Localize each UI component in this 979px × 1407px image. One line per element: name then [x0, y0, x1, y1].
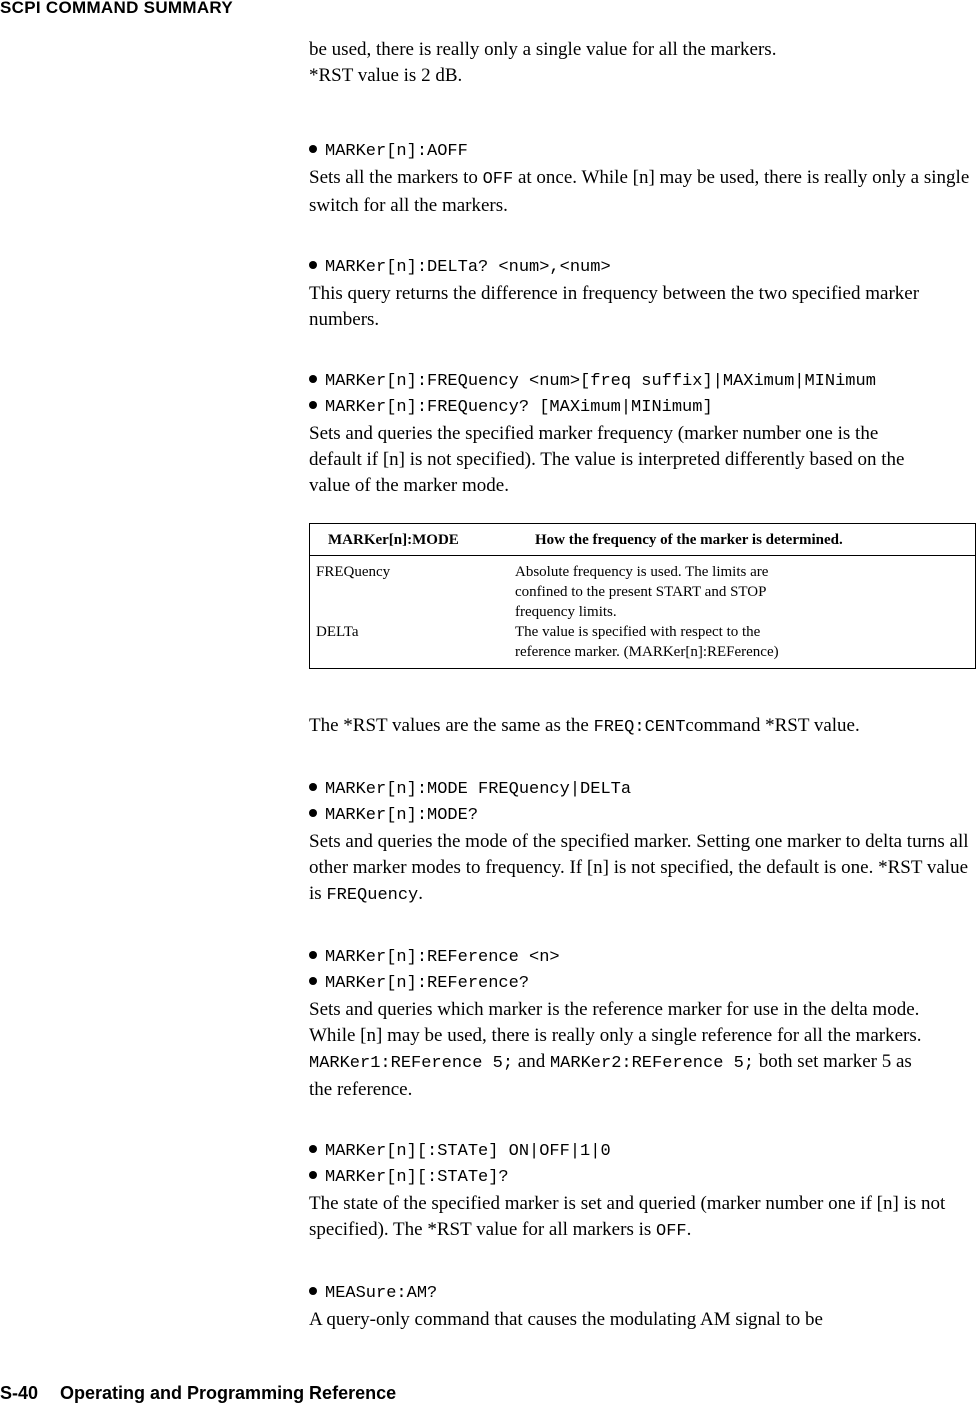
- reference-command-set: [309, 945, 974, 971]
- mode-command-set-text: MARKer[n]:MODE FREQuency|DELTa: [325, 780, 632, 799]
- delta-section: [309, 255, 974, 333]
- bullet-icon: [309, 375, 317, 383]
- measure-description: A query-only command that causes the modulating AM signal to be: [309, 1309, 823, 1330]
- state-command-query: [309, 1165, 974, 1191]
- table-cell-description: [515, 562, 975, 622]
- rst-note-pre: The *RST values are the same as the: [309, 715, 594, 736]
- state-description: [309, 1191, 974, 1245]
- state-desc-pre: The state of the specified marker is set and queried (marker number one if [n] is not specified). The *RST value for all markers is: [309, 1193, 946, 1240]
- state-desc-code: OFF: [656, 1222, 687, 1241]
- reference-desc-code-2: MARKer2:REFerence 5;: [549, 1054, 755, 1073]
- delta-command: [309, 255, 974, 281]
- bullet-icon: [309, 1287, 317, 1295]
- mode-section: [309, 777, 974, 909]
- bullet-icon: [309, 401, 317, 409]
- rst-note: [309, 713, 939, 741]
- table-cell-line: Absolute frequency is used. The limits are: [515, 564, 769, 580]
- table-body: [310, 556, 975, 668]
- reference-command-set-text: MARKer[n]:REFerence <n>: [325, 948, 560, 967]
- reference-command-query: [309, 971, 974, 997]
- mode-desc-pre: Sets and queries the mode of the specified marker. Setting one marker to delta turns all other marker modes to frequency. If [n] is not specified, the default is one. *RST value is: [309, 831, 969, 904]
- frequency-description: Sets and queries the specified marker frequency (marker number one is the default if [n] is not specified). The value is interpreted differently based on the value of the marker mode.: [309, 423, 905, 496]
- bullet-icon: [309, 261, 317, 269]
- table-header-description: How the frequency of the marker is determined.: [535, 532, 843, 548]
- aoff-desc-pre: Sets all the markers to: [309, 167, 483, 188]
- aoff-desc-code: OFF: [482, 170, 514, 189]
- reference-command-query-text: MARKer[n]:REFerence?: [325, 974, 530, 993]
- mode-command-set: [309, 777, 974, 803]
- table-cell-mode: FREQuency: [316, 564, 391, 580]
- mode-command-query-text: MARKer[n]:MODE?: [325, 806, 479, 825]
- measure-command-text: MEASure:AM?: [325, 1284, 438, 1303]
- page-header: SCPI COMMAND SUMMARY: [0, 0, 233, 17]
- mode-command-query: [309, 803, 974, 829]
- state-desc-post: .: [686, 1219, 692, 1240]
- bullet-icon: [309, 809, 317, 817]
- reference-section: [309, 945, 974, 1103]
- page-footer: [0, 1383, 396, 1404]
- frequency-command-set: [309, 369, 974, 395]
- delta-description: This query returns the difference in frequency between the two specified marker numbers.: [309, 283, 920, 330]
- table-row: [310, 562, 975, 622]
- table-header-mode: MARKer[n]:MODE: [328, 532, 459, 548]
- frequency-section: [309, 369, 974, 499]
- table-cell-mode: DELTa: [316, 624, 359, 640]
- frequency-command-query: [309, 395, 974, 421]
- table-cell-description: [515, 622, 975, 662]
- rst-note-section: [309, 713, 974, 741]
- frequency-command-query-text: MARKer[n]:FREQuency? [MAXimum|MINimum]: [325, 398, 713, 417]
- page-content: [309, 37, 974, 1333]
- state-command-set-text: MARKer[n][:STATe] ON|OFF|1|0: [325, 1142, 611, 1161]
- reference-desc-mid: and: [513, 1051, 550, 1072]
- reference-desc-code-1: MARKer1:REFerence 5;: [309, 1054, 514, 1073]
- aoff-command-text: MARKer[n]:AOFF: [325, 142, 468, 161]
- intro-text: [309, 37, 974, 89]
- aoff-command: [309, 139, 974, 165]
- measure-command: [309, 1281, 974, 1307]
- table-cell-line: reference marker. (MARKer[n]:REFerence): [515, 644, 779, 660]
- state-section: [309, 1139, 974, 1245]
- aoff-section: [309, 139, 974, 219]
- delta-command-text: MARKer[n]:DELTa? <num>,<num>: [325, 258, 611, 277]
- page-number: S-40: [0, 1383, 39, 1403]
- table-cell-line: frequency limits.: [515, 604, 617, 620]
- mode-desc-code: FREQuency: [326, 886, 419, 905]
- table-row: [310, 622, 975, 662]
- reference-desc-pre: Sets and queries which marker is the reference marker for use in the delta mode. While [n] may be used, there is really only a single reference for all the markers.: [309, 999, 922, 1046]
- table-header: [310, 524, 975, 556]
- table-cell-line: The value is specified with respect to the: [515, 624, 761, 640]
- reference-description: [309, 997, 934, 1103]
- bullet-icon: [309, 977, 317, 985]
- table-cell-line: confined to the present START and STOP: [515, 584, 767, 600]
- intro-line-1: be used, there is really only a single value for all the markers.: [309, 39, 777, 60]
- aoff-description: [309, 165, 974, 219]
- measure-section: [309, 1281, 974, 1333]
- footer-section-title: Operating and Programming Reference: [60, 1383, 397, 1403]
- bullet-icon: [309, 1145, 317, 1153]
- state-command-set: [309, 1139, 974, 1165]
- bullet-icon: [309, 951, 317, 959]
- rst-note-code: FREQ:CENT: [593, 718, 686, 737]
- bullet-icon: [309, 145, 317, 153]
- aoff-desc-post: at once. While [n] may be used, there is really only a single switch for all the markers.: [309, 167, 970, 216]
- bullet-icon: [309, 783, 317, 791]
- mode-description: [309, 829, 974, 909]
- mode-desc-post: .: [418, 883, 424, 904]
- frequency-command-set-text: MARKer[n]:FREQuency <num>[freq suffix]|MAXimum|MINimum: [325, 372, 876, 391]
- bullet-icon: [309, 1171, 317, 1179]
- state-command-query-text: MARKer[n][:STATe]?: [325, 1168, 509, 1187]
- rst-note-post: command *RST value.: [685, 715, 860, 736]
- intro-line-2: *RST value is 2 dB.: [309, 65, 463, 86]
- marker-mode-table: [309, 523, 976, 669]
- reference-desc-post: both set marker 5 as the reference.: [309, 1051, 912, 1100]
